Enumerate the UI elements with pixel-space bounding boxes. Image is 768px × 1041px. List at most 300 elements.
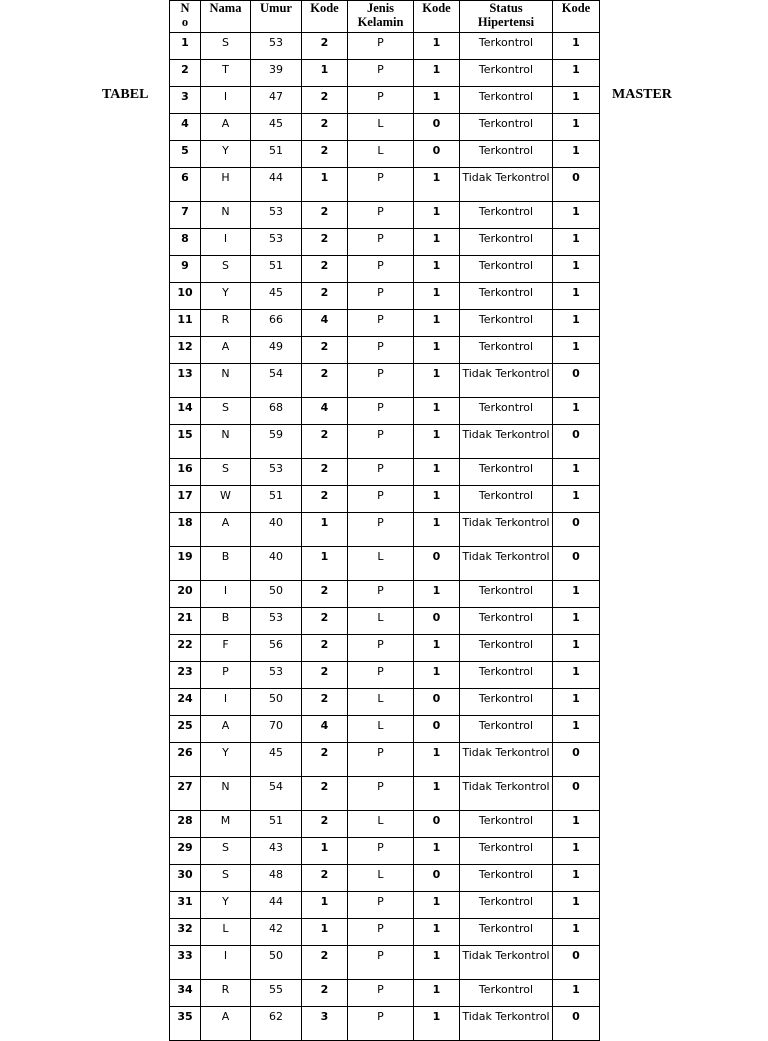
cell-status-hipertensi: Tidak Terkontrol (460, 777, 553, 811)
cell-umur: 50 (251, 581, 302, 608)
table-row (170, 310, 600, 337)
cell-jenis-kelamin: P (348, 777, 414, 811)
cell-status-hipertensi: Tidak Terkontrol (460, 513, 553, 547)
cell-no: 10 (170, 283, 201, 310)
cell-status-hipertensi: Terkontrol (460, 716, 553, 743)
cell-kode-umur: 1 (302, 168, 348, 202)
cell-status-hipertensi: Terkontrol (460, 60, 553, 87)
cell-status-hipertensi: Tidak Terkontrol (460, 547, 553, 581)
cell-kode-status: 1 (553, 310, 600, 337)
cell-kode-jenis-kelamin: 0 (414, 811, 460, 838)
cell-kode-umur: 2 (302, 425, 348, 459)
cell-umur: 40 (251, 513, 302, 547)
table-row (170, 946, 600, 980)
cell-no: 4 (170, 114, 201, 141)
table-row (170, 635, 600, 662)
cell-nama: N (201, 364, 251, 398)
cell-nama: Y (201, 892, 251, 919)
header-jenis-kelamin: Jenis Kelamin (348, 1, 414, 33)
cell-no: 28 (170, 811, 201, 838)
cell-umur: 59 (251, 425, 302, 459)
cell-kode-umur: 2 (302, 946, 348, 980)
header-no: N o (170, 1, 201, 33)
table-body (170, 33, 600, 1041)
cell-nama: I (201, 946, 251, 980)
cell-kode-jenis-kelamin: 0 (414, 114, 460, 141)
table-row (170, 256, 600, 283)
cell-jenis-kelamin: P (348, 310, 414, 337)
cell-no: 26 (170, 743, 201, 777)
cell-kode-status: 1 (553, 581, 600, 608)
table-row (170, 283, 600, 310)
cell-status-hipertensi: Terkontrol (460, 229, 553, 256)
table-row (170, 547, 600, 581)
cell-status-hipertensi: Terkontrol (460, 202, 553, 229)
cell-nama: B (201, 547, 251, 581)
cell-jenis-kelamin: P (348, 33, 414, 60)
cell-kode-jenis-kelamin: 1 (414, 364, 460, 398)
cell-no: 16 (170, 459, 201, 486)
cell-nama: S (201, 256, 251, 283)
cell-kode-status: 1 (553, 865, 600, 892)
cell-no: 7 (170, 202, 201, 229)
cell-kode-status: 0 (553, 743, 600, 777)
cell-jenis-kelamin: P (348, 946, 414, 980)
cell-no: 2 (170, 60, 201, 87)
cell-kode-jenis-kelamin: 0 (414, 141, 460, 168)
cell-nama: L (201, 919, 251, 946)
cell-kode-umur: 2 (302, 581, 348, 608)
cell-status-hipertensi: Tidak Terkontrol (460, 364, 553, 398)
cell-jenis-kelamin: L (348, 865, 414, 892)
table-label-left: TABEL (102, 87, 149, 102)
cell-status-hipertensi: Terkontrol (460, 892, 553, 919)
cell-kode-status: 1 (553, 398, 600, 425)
cell-kode-jenis-kelamin: 1 (414, 581, 460, 608)
cell-jenis-kelamin: P (348, 229, 414, 256)
cell-kode-umur: 2 (302, 87, 348, 114)
cell-nama: W (201, 486, 251, 513)
cell-umur: 42 (251, 919, 302, 946)
cell-status-hipertensi: Tidak Terkontrol (460, 168, 553, 202)
cell-nama: B (201, 608, 251, 635)
cell-no: 19 (170, 547, 201, 581)
cell-nama: Y (201, 141, 251, 168)
cell-kode-status: 1 (553, 33, 600, 60)
cell-kode-jenis-kelamin: 1 (414, 425, 460, 459)
cell-kode-umur: 2 (302, 635, 348, 662)
cell-umur: 53 (251, 202, 302, 229)
cell-kode-jenis-kelamin: 1 (414, 838, 460, 865)
cell-jenis-kelamin: P (348, 398, 414, 425)
cell-no: 9 (170, 256, 201, 283)
cell-kode-status: 0 (553, 425, 600, 459)
table-row (170, 337, 600, 364)
cell-umur: 54 (251, 777, 302, 811)
cell-no: 23 (170, 662, 201, 689)
cell-no: 32 (170, 919, 201, 946)
cell-nama: N (201, 777, 251, 811)
cell-kode-jenis-kelamin: 0 (414, 865, 460, 892)
cell-jenis-kelamin: L (348, 114, 414, 141)
cell-kode-status: 1 (553, 919, 600, 946)
master-table (169, 0, 600, 1041)
cell-umur: 68 (251, 398, 302, 425)
cell-umur: 51 (251, 256, 302, 283)
table-row (170, 980, 600, 1007)
cell-kode-status: 1 (553, 608, 600, 635)
cell-nama: I (201, 229, 251, 256)
cell-jenis-kelamin: P (348, 337, 414, 364)
cell-status-hipertensi: Tidak Terkontrol (460, 743, 553, 777)
cell-kode-umur: 2 (302, 662, 348, 689)
cell-nama: I (201, 689, 251, 716)
cell-no: 11 (170, 310, 201, 337)
cell-kode-jenis-kelamin: 1 (414, 513, 460, 547)
cell-umur: 50 (251, 946, 302, 980)
table-row (170, 398, 600, 425)
table-row (170, 777, 600, 811)
cell-nama: Y (201, 283, 251, 310)
cell-nama: R (201, 310, 251, 337)
cell-kode-umur: 1 (302, 513, 348, 547)
cell-umur: 44 (251, 168, 302, 202)
table-row (170, 581, 600, 608)
cell-jenis-kelamin: P (348, 256, 414, 283)
cell-jenis-kelamin: P (348, 459, 414, 486)
table-row (170, 33, 600, 60)
cell-nama: S (201, 838, 251, 865)
cell-no: 13 (170, 364, 201, 398)
header-umur: Umur (251, 1, 302, 33)
cell-kode-status: 0 (553, 513, 600, 547)
table-row (170, 716, 600, 743)
cell-kode-status: 1 (553, 459, 600, 486)
cell-kode-umur: 2 (302, 256, 348, 283)
cell-no: 17 (170, 486, 201, 513)
cell-umur: 56 (251, 635, 302, 662)
cell-kode-status: 1 (553, 60, 600, 87)
cell-kode-jenis-kelamin: 1 (414, 398, 460, 425)
cell-kode-status: 0 (553, 946, 600, 980)
cell-umur: 51 (251, 141, 302, 168)
cell-kode-umur: 2 (302, 865, 348, 892)
cell-status-hipertensi: Terkontrol (460, 838, 553, 865)
cell-kode-status: 1 (553, 689, 600, 716)
cell-kode-status: 1 (553, 486, 600, 513)
cell-nama: N (201, 202, 251, 229)
cell-no: 24 (170, 689, 201, 716)
table-row (170, 811, 600, 838)
cell-umur: 53 (251, 229, 302, 256)
cell-jenis-kelamin: L (348, 689, 414, 716)
cell-status-hipertensi: Terkontrol (460, 141, 553, 168)
table-row (170, 114, 600, 141)
cell-status-hipertensi: Terkontrol (460, 256, 553, 283)
cell-kode-jenis-kelamin: 1 (414, 662, 460, 689)
cell-kode-umur: 1 (302, 892, 348, 919)
cell-no: 20 (170, 581, 201, 608)
cell-no: 22 (170, 635, 201, 662)
cell-status-hipertensi: Terkontrol (460, 865, 553, 892)
cell-status-hipertensi: Terkontrol (460, 87, 553, 114)
cell-kode-umur: 1 (302, 60, 348, 87)
cell-umur: 51 (251, 486, 302, 513)
table-row (170, 892, 600, 919)
cell-kode-umur: 2 (302, 980, 348, 1007)
cell-kode-status: 1 (553, 662, 600, 689)
cell-kode-jenis-kelamin: 0 (414, 547, 460, 581)
cell-umur: 53 (251, 608, 302, 635)
cell-kode-jenis-kelamin: 1 (414, 337, 460, 364)
cell-jenis-kelamin: P (348, 919, 414, 946)
cell-kode-jenis-kelamin: 1 (414, 486, 460, 513)
cell-jenis-kelamin: P (348, 980, 414, 1007)
cell-umur: 48 (251, 865, 302, 892)
cell-kode-umur: 2 (302, 486, 348, 513)
cell-status-hipertensi: Terkontrol (460, 811, 553, 838)
cell-nama: S (201, 33, 251, 60)
cell-kode-status: 0 (553, 547, 600, 581)
cell-kode-jenis-kelamin: 1 (414, 168, 460, 202)
cell-no: 6 (170, 168, 201, 202)
cell-kode-umur: 1 (302, 919, 348, 946)
table-row (170, 202, 600, 229)
cell-jenis-kelamin: P (348, 743, 414, 777)
cell-jenis-kelamin: P (348, 635, 414, 662)
cell-jenis-kelamin: P (348, 513, 414, 547)
cell-umur: 53 (251, 459, 302, 486)
cell-nama: T (201, 60, 251, 87)
cell-no: 33 (170, 946, 201, 980)
cell-no: 30 (170, 865, 201, 892)
cell-umur: 40 (251, 547, 302, 581)
table-row (170, 743, 600, 777)
cell-kode-jenis-kelamin: 1 (414, 310, 460, 337)
cell-kode-jenis-kelamin: 1 (414, 980, 460, 1007)
cell-status-hipertensi: Terkontrol (460, 114, 553, 141)
cell-umur: 45 (251, 114, 302, 141)
table-row (170, 865, 600, 892)
cell-no: 14 (170, 398, 201, 425)
cell-kode-umur: 2 (302, 202, 348, 229)
cell-kode-jenis-kelamin: 1 (414, 33, 460, 60)
cell-kode-status: 1 (553, 114, 600, 141)
header-kode-umur: Kode (302, 1, 348, 33)
cell-umur: 45 (251, 283, 302, 310)
cell-jenis-kelamin: P (348, 60, 414, 87)
cell-status-hipertensi: Terkontrol (460, 635, 553, 662)
cell-umur: 53 (251, 662, 302, 689)
cell-kode-status: 1 (553, 716, 600, 743)
cell-kode-status: 1 (553, 838, 600, 865)
cell-kode-umur: 2 (302, 114, 348, 141)
cell-status-hipertensi: Terkontrol (460, 608, 553, 635)
cell-kode-jenis-kelamin: 1 (414, 892, 460, 919)
header-row (170, 1, 600, 33)
cell-kode-status: 1 (553, 87, 600, 114)
cell-nama: R (201, 980, 251, 1007)
cell-umur: 43 (251, 838, 302, 865)
cell-kode-jenis-kelamin: 1 (414, 459, 460, 486)
cell-nama: I (201, 87, 251, 114)
cell-kode-umur: 2 (302, 811, 348, 838)
cell-kode-status: 1 (553, 980, 600, 1007)
cell-nama: H (201, 168, 251, 202)
cell-jenis-kelamin: L (348, 811, 414, 838)
cell-kode-status: 1 (553, 202, 600, 229)
cell-umur: 51 (251, 811, 302, 838)
cell-kode-jenis-kelamin: 1 (414, 743, 460, 777)
cell-no: 15 (170, 425, 201, 459)
cell-status-hipertensi: Terkontrol (460, 486, 553, 513)
cell-kode-umur: 4 (302, 716, 348, 743)
header-kode-status: Kode (553, 1, 600, 33)
cell-kode-status: 1 (553, 283, 600, 310)
cell-nama: S (201, 459, 251, 486)
cell-jenis-kelamin: P (348, 87, 414, 114)
cell-status-hipertensi: Terkontrol (460, 689, 553, 716)
cell-kode-umur: 2 (302, 608, 348, 635)
cell-kode-umur: 2 (302, 364, 348, 398)
cell-no: 31 (170, 892, 201, 919)
table-row (170, 919, 600, 946)
cell-kode-umur: 1 (302, 547, 348, 581)
cell-jenis-kelamin: L (348, 141, 414, 168)
cell-status-hipertensi: Terkontrol (460, 581, 553, 608)
cell-no: 29 (170, 838, 201, 865)
cell-jenis-kelamin: L (348, 608, 414, 635)
cell-kode-umur: 2 (302, 283, 348, 310)
cell-jenis-kelamin: P (348, 425, 414, 459)
cell-kode-jenis-kelamin: 1 (414, 229, 460, 256)
table-label-right: MASTER (612, 87, 672, 102)
cell-no: 12 (170, 337, 201, 364)
cell-jenis-kelamin: P (348, 168, 414, 202)
cell-kode-jenis-kelamin: 0 (414, 689, 460, 716)
header-nama: Nama (201, 1, 251, 33)
cell-nama: N (201, 425, 251, 459)
cell-umur: 47 (251, 87, 302, 114)
cell-nama: S (201, 865, 251, 892)
cell-status-hipertensi: Terkontrol (460, 398, 553, 425)
table-row (170, 608, 600, 635)
cell-nama: F (201, 635, 251, 662)
cell-status-hipertensi: Terkontrol (460, 980, 553, 1007)
cell-nama: A (201, 716, 251, 743)
cell-no: 34 (170, 980, 201, 1007)
cell-umur: 54 (251, 364, 302, 398)
table-row (170, 60, 600, 87)
cell-status-hipertensi: Terkontrol (460, 310, 553, 337)
table-row (170, 141, 600, 168)
cell-kode-status: 0 (553, 777, 600, 811)
cell-nama: S (201, 398, 251, 425)
table-row (170, 229, 600, 256)
cell-jenis-kelamin: P (348, 581, 414, 608)
cell-nama: I (201, 581, 251, 608)
cell-jenis-kelamin: P (348, 662, 414, 689)
cell-kode-jenis-kelamin: 1 (414, 919, 460, 946)
cell-kode-status: 1 (553, 229, 600, 256)
cell-kode-jenis-kelamin: 1 (414, 283, 460, 310)
cell-status-hipertensi: Terkontrol (460, 662, 553, 689)
table-row (170, 168, 600, 202)
cell-kode-status: 1 (553, 635, 600, 662)
cell-status-hipertensi: Terkontrol (460, 283, 553, 310)
cell-umur: 44 (251, 892, 302, 919)
cell-umur: 49 (251, 337, 302, 364)
cell-kode-umur: 4 (302, 310, 348, 337)
table-row (170, 364, 600, 398)
cell-no: 27 (170, 777, 201, 811)
cell-kode-jenis-kelamin: 1 (414, 777, 460, 811)
table-row (170, 838, 600, 865)
header-kode-jenis-kelamin: Kode (414, 1, 460, 33)
cell-nama: A (201, 337, 251, 364)
cell-no: 8 (170, 229, 201, 256)
cell-kode-umur: 2 (302, 743, 348, 777)
cell-kode-status: 1 (553, 892, 600, 919)
cell-no: 3 (170, 87, 201, 114)
cell-no: 21 (170, 608, 201, 635)
cell-jenis-kelamin: P (348, 1007, 414, 1041)
cell-status-hipertensi: Tidak Terkontrol (460, 425, 553, 459)
cell-nama: M (201, 811, 251, 838)
cell-kode-status: 0 (553, 168, 600, 202)
table-row (170, 459, 600, 486)
cell-kode-jenis-kelamin: 1 (414, 60, 460, 87)
cell-kode-umur: 3 (302, 1007, 348, 1041)
cell-nama: A (201, 1007, 251, 1041)
cell-kode-status: 0 (553, 364, 600, 398)
cell-kode-umur: 2 (302, 777, 348, 811)
cell-kode-status: 1 (553, 256, 600, 283)
cell-no: 5 (170, 141, 201, 168)
cell-kode-status: 1 (553, 337, 600, 364)
cell-kode-jenis-kelamin: 1 (414, 202, 460, 229)
cell-jenis-kelamin: P (348, 283, 414, 310)
cell-umur: 53 (251, 33, 302, 60)
table-row (170, 513, 600, 547)
cell-status-hipertensi: Terkontrol (460, 919, 553, 946)
cell-jenis-kelamin: L (348, 547, 414, 581)
cell-nama: A (201, 513, 251, 547)
cell-kode-status: 0 (553, 1007, 600, 1041)
cell-umur: 50 (251, 689, 302, 716)
cell-kode-umur: 4 (302, 398, 348, 425)
cell-status-hipertensi: Tidak Terkontrol (460, 1007, 553, 1041)
table-row (170, 486, 600, 513)
cell-kode-umur: 2 (302, 229, 348, 256)
cell-umur: 62 (251, 1007, 302, 1041)
cell-kode-umur: 1 (302, 838, 348, 865)
cell-status-hipertensi: Tidak Terkontrol (460, 946, 553, 980)
cell-kode-jenis-kelamin: 0 (414, 716, 460, 743)
cell-kode-umur: 2 (302, 689, 348, 716)
cell-kode-jenis-kelamin: 1 (414, 635, 460, 662)
cell-jenis-kelamin: L (348, 716, 414, 743)
cell-kode-status: 1 (553, 811, 600, 838)
cell-jenis-kelamin: P (348, 838, 414, 865)
cell-no: 35 (170, 1007, 201, 1041)
cell-status-hipertensi: Terkontrol (460, 337, 553, 364)
cell-nama: P (201, 662, 251, 689)
table-row (170, 425, 600, 459)
cell-kode-umur: 2 (302, 459, 348, 486)
cell-nama: A (201, 114, 251, 141)
cell-umur: 55 (251, 980, 302, 1007)
